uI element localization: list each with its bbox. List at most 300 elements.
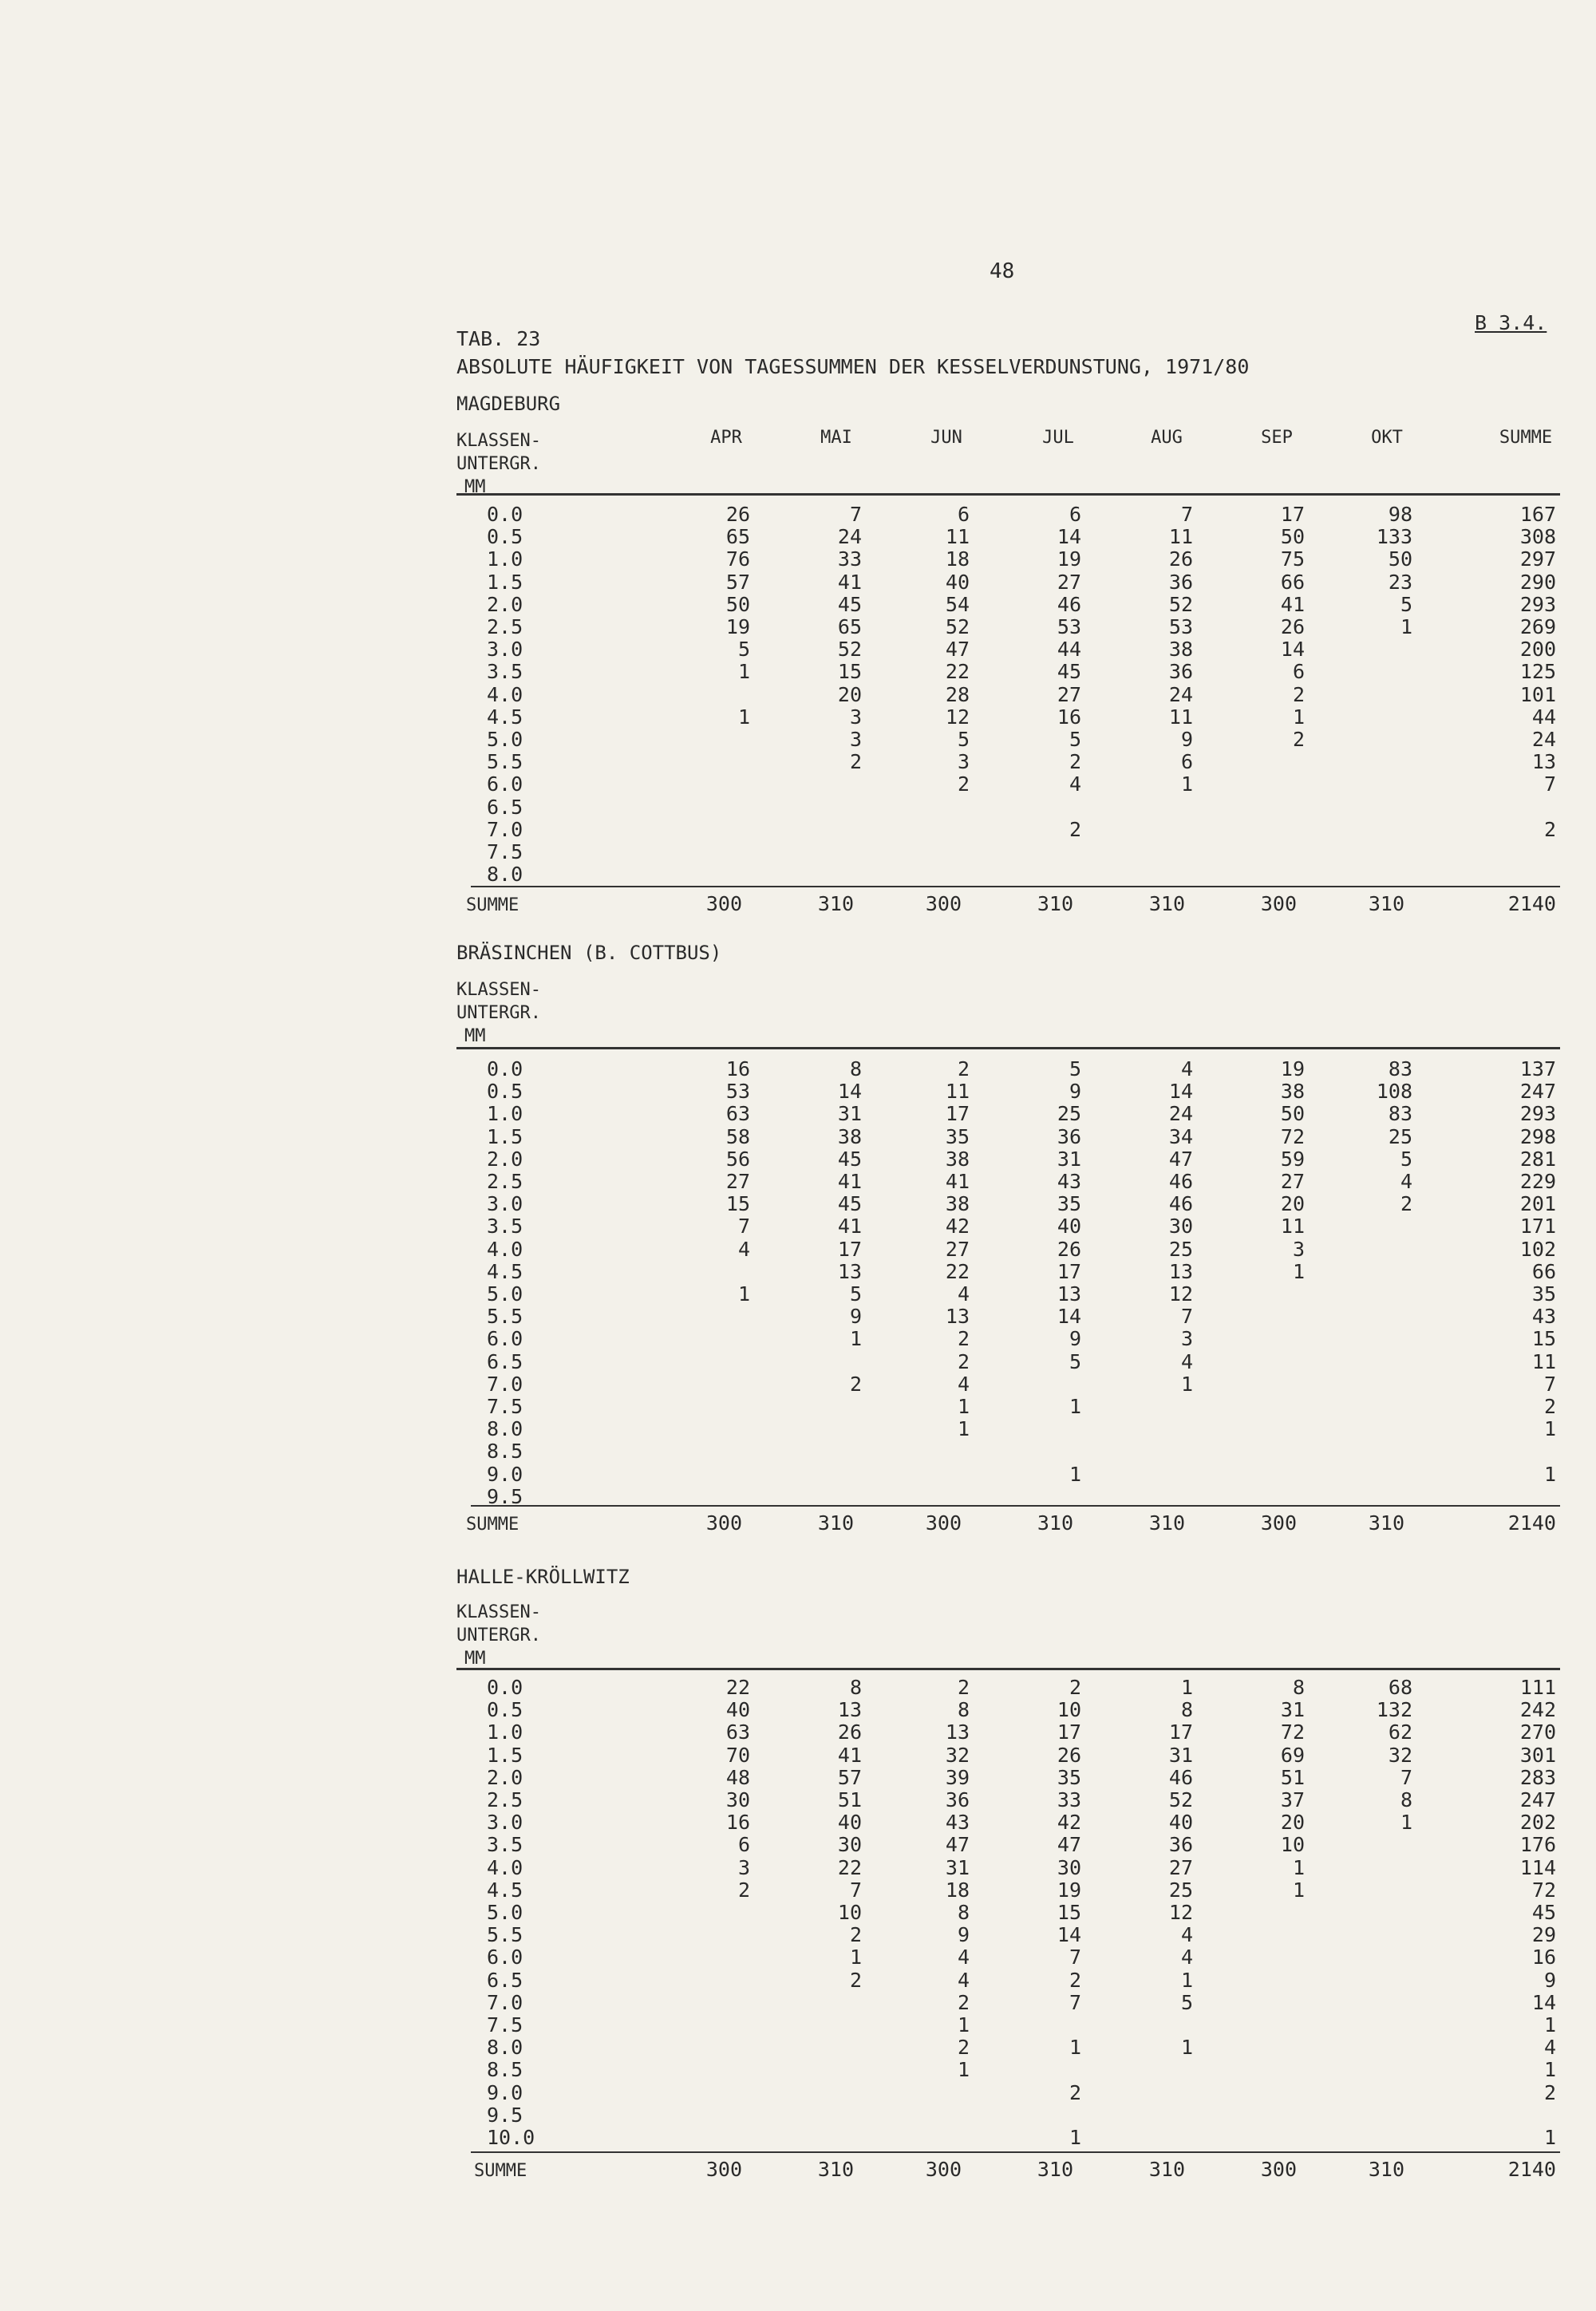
cell-value: 1 — [1543, 2058, 1556, 2082]
class-value: 5.5 — [487, 1305, 523, 1329]
table-row — [0, 2126, 1596, 2148]
cell-value: 1 — [1543, 1417, 1556, 1441]
class-value: 6.5 — [487, 795, 523, 819]
cell-value: 45 — [1057, 660, 1081, 684]
cell-value: 30 — [837, 1833, 862, 1857]
class-value: 5.0 — [487, 1901, 523, 1924]
table-row — [0, 1946, 1596, 1968]
cell-value: 16 — [725, 1057, 750, 1080]
table-row — [0, 1125, 1596, 1148]
class-value: 6.0 — [487, 1946, 523, 1969]
class-value: 7.0 — [487, 1372, 523, 1396]
cell-value: 53 — [1057, 615, 1081, 638]
cell-value: 30 — [1057, 1855, 1081, 1879]
table-row — [0, 1395, 1596, 1417]
sum-value: 310 — [1368, 892, 1404, 915]
cell-value: 2 — [1069, 750, 1081, 774]
cell-value: 11 — [945, 1080, 970, 1104]
cell-value: 31 — [1168, 1743, 1193, 1767]
cell-value: 6 — [1069, 503, 1081, 526]
cell-value: 1 — [737, 705, 750, 729]
cell-value: 20 — [837, 682, 862, 706]
cell-value: 242 — [1519, 1698, 1556, 1722]
cell-value: 25 — [1057, 1102, 1081, 1126]
cell-value: 11 — [1168, 525, 1193, 549]
cell-value: 54 — [945, 592, 970, 616]
cell-value: 30 — [1168, 1215, 1193, 1238]
cell-value: 16 — [1057, 705, 1081, 729]
cell-value: 13 — [1168, 1259, 1193, 1283]
class-value: 6.0 — [487, 772, 523, 796]
class-value: 9.0 — [487, 1462, 523, 1486]
cell-value: 12 — [1168, 1282, 1193, 1306]
cell-value: 3 — [1292, 1237, 1305, 1261]
class-value: 1.5 — [487, 570, 523, 594]
cell-value: 125 — [1519, 660, 1556, 684]
table-row — [0, 1440, 1596, 1462]
cell-value: 200 — [1519, 638, 1556, 662]
cell-value: 38 — [837, 1124, 862, 1148]
cell-value: 19 — [1057, 547, 1081, 571]
cell-value: 45 — [837, 1147, 862, 1171]
cell-value: 46 — [1168, 1765, 1193, 1789]
cell-value: 132 — [1376, 1698, 1412, 1722]
cell-value: 45 — [837, 592, 862, 616]
page-number: 48 — [990, 259, 1015, 283]
cell-value: 20 — [1280, 1192, 1305, 1216]
class-value: 6.5 — [487, 1968, 523, 1992]
cell-value: 1 — [1543, 2126, 1556, 2149]
class-value: 8.0 — [487, 1417, 523, 1441]
cell-value: 33 — [1057, 1788, 1081, 1811]
cell-value: 53 — [1168, 615, 1193, 638]
cell-value: 308 — [1519, 525, 1556, 549]
cell-value: 3 — [1180, 1327, 1193, 1351]
table-row — [0, 1148, 1596, 1170]
table-row — [0, 2013, 1596, 2036]
cell-value: 14 — [1531, 1990, 1556, 2014]
cell-value: 47 — [945, 1833, 970, 1857]
cell-value: 2 — [957, 2036, 970, 2060]
cell-value: 13 — [1057, 1282, 1081, 1306]
cell-value: 2 — [849, 1968, 862, 1992]
table-row — [0, 1720, 1596, 1743]
class-value: 2.5 — [487, 1788, 523, 1811]
cell-value: 27 — [1057, 682, 1081, 706]
header-divider — [456, 493, 1560, 496]
cell-value: 35 — [1057, 1192, 1081, 1216]
cell-value: 52 — [1168, 592, 1193, 616]
cell-value: 22 — [725, 1676, 750, 1699]
table-row — [0, 1766, 1596, 1788]
cell-value: 26 — [1057, 1237, 1081, 1261]
cell-value: 28 — [945, 682, 970, 706]
cell-value: 31 — [945, 1855, 970, 1879]
cell-value: 38 — [945, 1192, 970, 1216]
cell-value: 17 — [945, 1102, 970, 1126]
class-header-label: UNTERGR. — [456, 454, 541, 474]
table-row — [0, 1282, 1596, 1305]
cell-value: 3 — [849, 728, 862, 751]
class-value: 2.0 — [487, 1765, 523, 1789]
cell-value: 1 — [1292, 1259, 1305, 1283]
cell-value: 13 — [837, 1698, 862, 1722]
cell-value: 36 — [1057, 1124, 1081, 1148]
cell-value: 2 — [1069, 1968, 1081, 1992]
table-row — [0, 547, 1596, 570]
cell-value: 133 — [1376, 525, 1412, 549]
cell-value: 7 — [1180, 1305, 1193, 1329]
table-row — [0, 1057, 1596, 1080]
class-value: 3.5 — [487, 660, 523, 684]
class-value: 0.0 — [487, 1676, 523, 1699]
sum-value: 300 — [705, 892, 742, 915]
sum-value: 310 — [817, 2158, 854, 2181]
cell-value: 3 — [957, 750, 970, 774]
cell-value: 72 — [1531, 1878, 1556, 1902]
cell-value: 75 — [1280, 547, 1305, 571]
cell-value: 1 — [957, 2013, 970, 2036]
cell-value: 4 — [1180, 1057, 1193, 1080]
cell-value: 1 — [1069, 2126, 1081, 2149]
cell-value: 68 — [1388, 1676, 1412, 1699]
cell-value: 43 — [945, 1811, 970, 1835]
cell-value: 35 — [1531, 1282, 1556, 1306]
cell-value: 290 — [1519, 570, 1556, 594]
cell-value: 62 — [1388, 1720, 1412, 1744]
cell-value: 1 — [1292, 1855, 1305, 1879]
cell-value: 3 — [737, 1855, 750, 1879]
column-header-jul: JUL — [1042, 428, 1074, 448]
cell-value: 1 — [1180, 1968, 1193, 1992]
cell-value: 5 — [1069, 1349, 1081, 1373]
table-row — [0, 1833, 1596, 1855]
table-title: ABSOLUTE HÄUFIGKEIT VON TAGESSUMMEN DER KESSELVERDUNSTUNG, 1971/80 — [456, 355, 1250, 378]
cell-value: 12 — [1168, 1901, 1193, 1924]
table-row — [0, 1170, 1596, 1192]
cell-value: 8 — [849, 1057, 862, 1080]
sum-value: 300 — [1260, 892, 1297, 915]
cell-value: 63 — [725, 1102, 750, 1126]
class-header-unit: MM — [464, 1649, 486, 1669]
cell-value: 5 — [1069, 728, 1081, 751]
cell-value: 32 — [945, 1743, 970, 1767]
cell-value: 298 — [1519, 1124, 1556, 1148]
sum-value: 310 — [1148, 892, 1185, 915]
cell-value: 201 — [1519, 1192, 1556, 1216]
cell-value: 14 — [1280, 638, 1305, 662]
class-value: 0.5 — [487, 1698, 523, 1722]
class-value: 2.0 — [487, 1147, 523, 1171]
cell-value: 31 — [1280, 1698, 1305, 1722]
cell-value: 1 — [737, 1282, 750, 1306]
table-row — [0, 705, 1596, 728]
sum-value: 300 — [925, 2158, 962, 2181]
cell-value: 1 — [737, 660, 750, 684]
cell-value: 2 — [1543, 817, 1556, 841]
sum-value: 2140 — [1507, 892, 1556, 915]
cell-value: 6 — [1292, 660, 1305, 684]
table-row — [0, 728, 1596, 750]
cell-value: 1 — [1069, 2036, 1081, 2060]
cell-value: 41 — [837, 570, 862, 594]
class-value: 5.0 — [487, 728, 523, 751]
cell-value: 8 — [849, 1676, 862, 1699]
cell-value: 41 — [945, 1170, 970, 1193]
sum-value: 2140 — [1507, 1511, 1556, 1535]
cell-value: 17 — [1168, 1720, 1193, 1744]
cell-value: 18 — [945, 547, 970, 571]
table-row — [0, 1878, 1596, 1901]
cell-value: 4 — [1180, 1349, 1193, 1373]
cell-value: 25 — [1388, 1124, 1412, 1148]
cell-value: 5 — [957, 728, 970, 751]
cell-value: 19 — [1280, 1057, 1305, 1080]
cell-value: 66 — [1531, 1259, 1556, 1283]
sum-value: 310 — [1368, 1511, 1404, 1535]
sum-value: 300 — [1260, 2158, 1297, 2181]
table-row — [0, 1080, 1596, 1102]
cell-value: 44 — [1057, 638, 1081, 662]
cell-value: 42 — [1057, 1811, 1081, 1835]
class-value: 7.5 — [487, 840, 523, 863]
table-row — [0, 1373, 1596, 1395]
cell-value: 36 — [1168, 570, 1193, 594]
cell-value: 14 — [837, 1080, 862, 1104]
cell-value: 9 — [1180, 728, 1193, 751]
table-row — [0, 525, 1596, 547]
station-name: BRÄSINCHEN (B. COTTBUS) — [456, 942, 722, 964]
cell-value: 26 — [725, 503, 750, 526]
class-value: 7.0 — [487, 817, 523, 841]
cell-value: 281 — [1519, 1147, 1556, 1171]
table-row — [0, 1923, 1596, 1946]
class-value: 0.5 — [487, 1080, 523, 1104]
cell-value: 2 — [849, 1372, 862, 1396]
cell-value: 1 — [1180, 2036, 1193, 2060]
cell-value: 1 — [1180, 1676, 1193, 1699]
cell-value: 12 — [945, 705, 970, 729]
cell-value: 43 — [1057, 1170, 1081, 1193]
table-row — [0, 1350, 1596, 1373]
cell-value: 19 — [1057, 1878, 1081, 1902]
class-value: 8.0 — [487, 2036, 523, 2060]
cell-value: 13 — [945, 1305, 970, 1329]
cell-value: 42 — [945, 1215, 970, 1238]
sum-value: 300 — [705, 1511, 742, 1535]
cell-value: 8 — [1180, 1698, 1193, 1722]
cell-value: 9 — [1069, 1327, 1081, 1351]
cell-value: 4 — [1400, 1170, 1412, 1193]
cell-value: 6 — [1180, 750, 1193, 774]
class-value: 10.0 — [487, 2126, 535, 2149]
column-header-summe: SUMME — [1499, 428, 1553, 448]
cell-value: 63 — [725, 1720, 750, 1744]
cell-value: 34 — [1168, 1124, 1193, 1148]
cell-value: 9 — [957, 1923, 970, 1947]
cell-value: 2 — [957, 1676, 970, 1699]
class-value: 0.0 — [487, 1057, 523, 1080]
class-value: 1.5 — [487, 1743, 523, 1767]
cell-value: 13 — [945, 1720, 970, 1744]
class-value: 6.0 — [487, 1327, 523, 1351]
class-value: 5.0 — [487, 1282, 523, 1306]
table-row — [0, 1327, 1596, 1349]
column-header-apr: APR — [710, 428, 742, 448]
table-row — [0, 796, 1596, 818]
class-value: 7.0 — [487, 1990, 523, 2014]
cell-value: 4 — [957, 1968, 970, 1992]
table-row — [0, 863, 1596, 885]
cell-value: 1 — [1543, 1462, 1556, 1486]
table-row — [0, 615, 1596, 638]
cell-value: 247 — [1519, 1788, 1556, 1811]
table-row — [0, 818, 1596, 840]
cell-value: 36 — [945, 1788, 970, 1811]
cell-value: 293 — [1519, 592, 1556, 616]
class-value: 4.0 — [487, 1237, 523, 1261]
cell-value: 8 — [1400, 1788, 1412, 1811]
cell-value: 36 — [1168, 1833, 1193, 1857]
sum-value: 300 — [705, 2158, 742, 2181]
cell-value: 40 — [1057, 1215, 1081, 1238]
class-header-unit: MM — [464, 1026, 486, 1046]
class-value: 0.0 — [487, 503, 523, 526]
cell-value: 4 — [957, 1372, 970, 1396]
cell-value: 41 — [837, 1170, 862, 1193]
column-header-jun: JUN — [930, 428, 962, 448]
cell-value: 40 — [837, 1811, 862, 1835]
cell-value: 40 — [945, 570, 970, 594]
cell-value: 38 — [1168, 638, 1193, 662]
cell-value: 13 — [837, 1259, 862, 1283]
cell-value: 27 — [725, 1170, 750, 1193]
cell-value: 2 — [957, 1349, 970, 1373]
cell-value: 58 — [725, 1124, 750, 1148]
cell-value: 1 — [957, 1395, 970, 1418]
cell-value: 57 — [725, 570, 750, 594]
cell-value: 72 — [1280, 1124, 1305, 1148]
class-value: 5.5 — [487, 750, 523, 774]
cell-value: 1 — [1180, 772, 1193, 796]
header-divider — [456, 1668, 1560, 1670]
table-row — [0, 1991, 1596, 2013]
cell-value: 31 — [837, 1102, 862, 1126]
cell-value: 102 — [1519, 1237, 1556, 1261]
class-value: 4.0 — [487, 1855, 523, 1879]
table-row — [0, 2081, 1596, 2104]
sum-value: 310 — [1368, 2158, 1404, 2181]
cell-value: 283 — [1519, 1765, 1556, 1789]
sum-value: 310 — [1148, 1511, 1185, 1535]
cell-value: 25 — [1168, 1237, 1193, 1261]
cell-value: 33 — [837, 547, 862, 571]
cell-value: 2 — [849, 1923, 862, 1947]
cell-value: 171 — [1519, 1215, 1556, 1238]
cell-value: 35 — [945, 1124, 970, 1148]
cell-value: 52 — [945, 615, 970, 638]
table-row — [0, 1215, 1596, 1237]
cell-value: 14 — [1057, 1923, 1081, 1947]
cell-value: 5 — [1069, 1057, 1081, 1080]
cell-value: 1 — [1543, 2013, 1556, 2036]
cell-value: 2 — [1292, 728, 1305, 751]
cell-value: 47 — [1168, 1147, 1193, 1171]
cell-value: 1 — [1400, 1811, 1412, 1835]
table-label: TAB. 23 — [456, 327, 541, 350]
cell-value: 269 — [1519, 615, 1556, 638]
cell-value: 202 — [1519, 1811, 1556, 1835]
sum-value: 2140 — [1507, 2158, 1556, 2181]
cell-value: 6 — [957, 503, 970, 526]
cell-value: 83 — [1388, 1102, 1412, 1126]
class-header-label: KLASSEN- — [456, 1602, 541, 1622]
cell-value: 4 — [737, 1237, 750, 1261]
table-end-divider — [471, 1505, 1560, 1507]
cell-value: 7 — [1400, 1765, 1412, 1789]
cell-value: 47 — [1057, 1833, 1081, 1857]
cell-value: 2 — [737, 1878, 750, 1902]
table-row — [0, 503, 1596, 525]
cell-value: 45 — [837, 1192, 862, 1216]
cell-value: 51 — [1280, 1765, 1305, 1789]
cell-value: 2 — [957, 1057, 970, 1080]
table-row — [0, 1192, 1596, 1215]
cell-value: 16 — [1531, 1946, 1556, 1969]
class-value: 3.5 — [487, 1215, 523, 1238]
cell-value: 6 — [737, 1833, 750, 1857]
cell-value: 50 — [1280, 1102, 1305, 1126]
table-end-divider — [471, 886, 1560, 887]
sum-value: 310 — [817, 892, 854, 915]
class-value: 3.0 — [487, 1811, 523, 1835]
table-row — [0, 2058, 1596, 2080]
table-row — [0, 1463, 1596, 1485]
table-row — [0, 1260, 1596, 1282]
cell-value: 15 — [1531, 1327, 1556, 1351]
cell-value: 41 — [1280, 592, 1305, 616]
cell-value: 50 — [1388, 547, 1412, 571]
cell-value: 24 — [1168, 682, 1193, 706]
cell-value: 16 — [725, 1811, 750, 1835]
cell-value: 137 — [1519, 1057, 1556, 1080]
class-value: 8.5 — [487, 1440, 523, 1464]
cell-value: 22 — [945, 660, 970, 684]
cell-value: 26 — [1057, 1743, 1081, 1767]
table-row — [0, 571, 1596, 593]
class-value: 1.0 — [487, 1102, 523, 1126]
cell-value: 17 — [1057, 1259, 1081, 1283]
class-value: 2.0 — [487, 592, 523, 616]
class-header-label: UNTERGR. — [456, 1626, 541, 1645]
class-header-label: UNTERGR. — [456, 1003, 541, 1023]
cell-value: 41 — [837, 1215, 862, 1238]
class-value: 1.0 — [487, 547, 523, 571]
cell-value: 39 — [945, 1765, 970, 1789]
cell-value: 1 — [957, 2058, 970, 2082]
table-row — [0, 1901, 1596, 1923]
cell-value: 9 — [1543, 1968, 1556, 1992]
table-row — [0, 1676, 1596, 1698]
cell-value: 56 — [725, 1147, 750, 1171]
cell-value: 2 — [1543, 2080, 1556, 2104]
sum-value: 310 — [817, 1511, 854, 1535]
cell-value: 59 — [1280, 1147, 1305, 1171]
cell-value: 27 — [1057, 570, 1081, 594]
table-row — [0, 840, 1596, 863]
class-value: 3.0 — [487, 1192, 523, 1216]
cell-value: 2 — [1069, 1676, 1081, 1699]
